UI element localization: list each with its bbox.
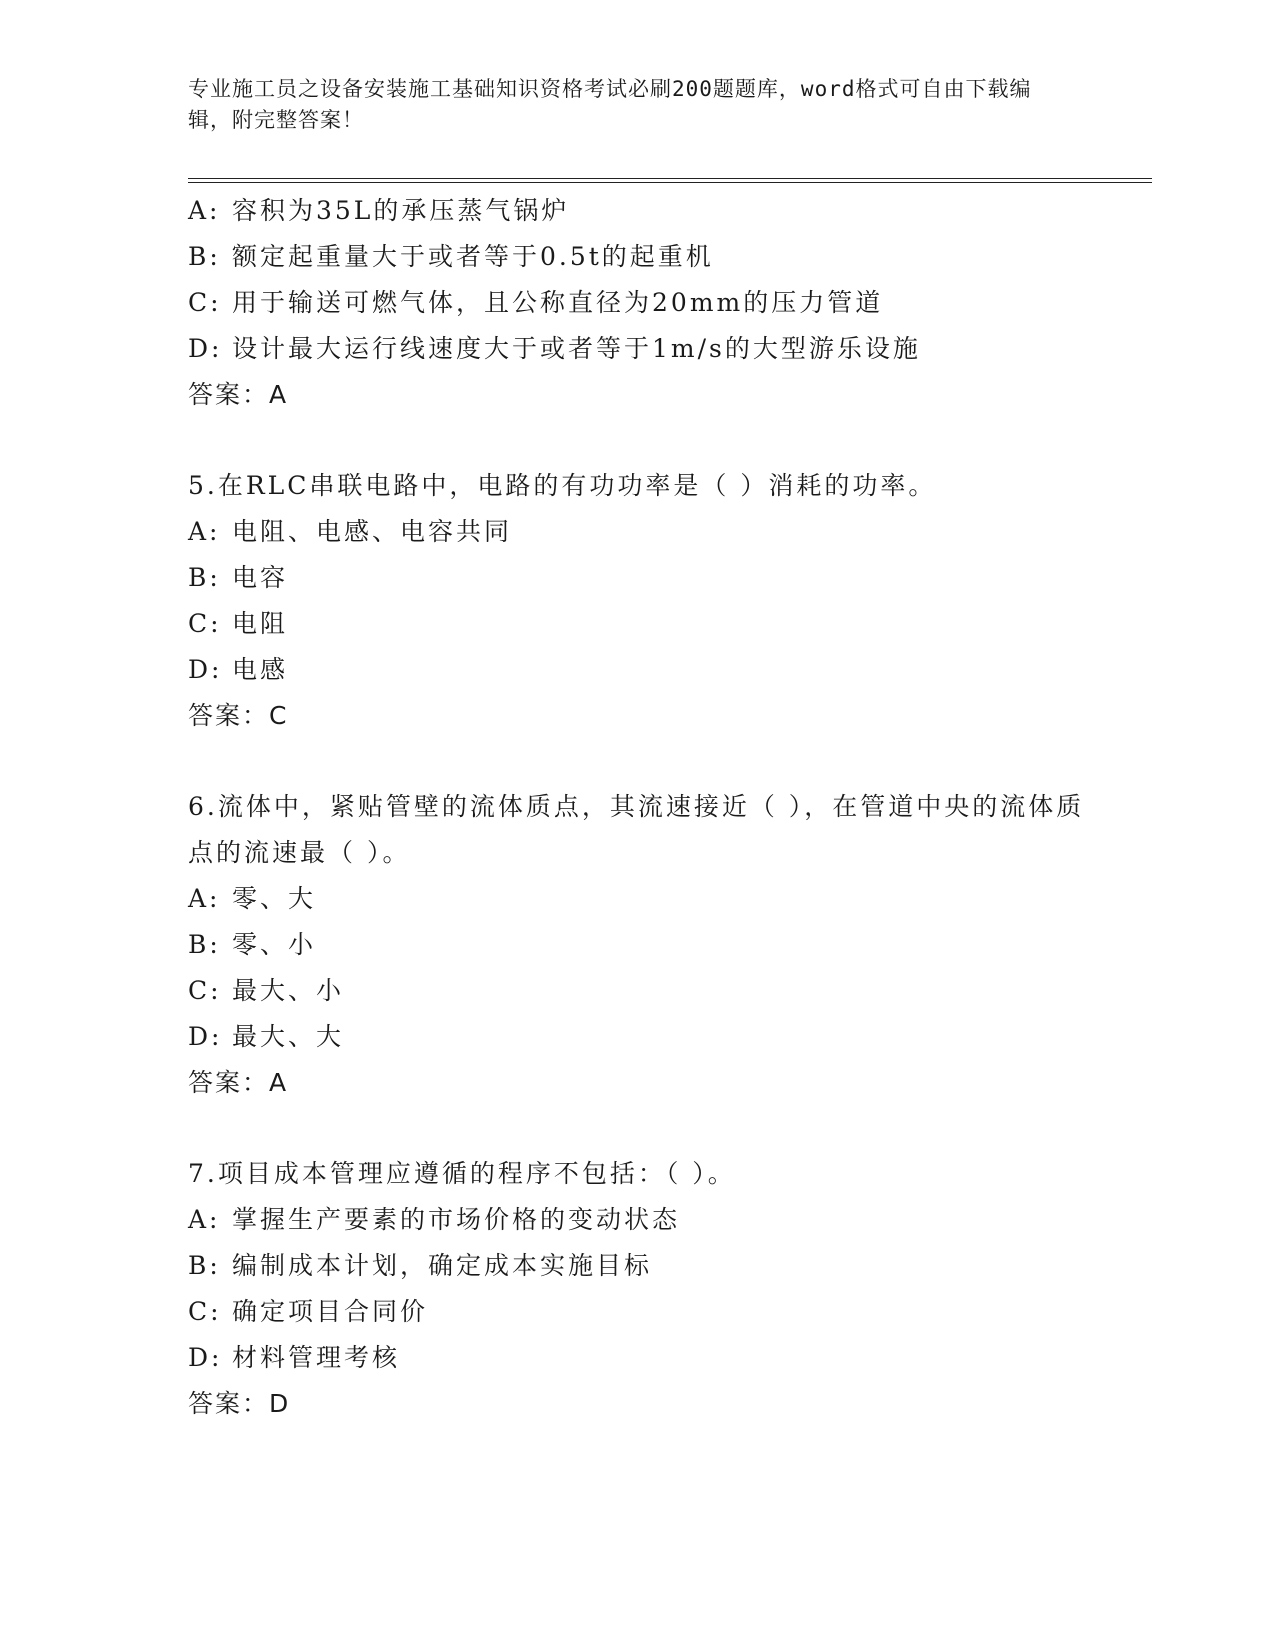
option-key: A: [188,884,221,913]
question-stem: 5.在RLC串联电路中，电路的有功功率是（ ）消耗的功率。 [188,471,937,500]
question-stem: 7.项目成本管理应遵循的程序不包括：（ ）。 [188,1159,736,1188]
option-key: A: [188,1205,221,1234]
option-text: 额定起重量大于或者等于0.5t的起重机 [232,242,714,271]
option-text: 掌握生产要素的市场价格的变动状态 [232,1205,681,1234]
option-a [188,1197,1088,1243]
option-key: D: [188,1343,223,1372]
option-key: A: [188,517,221,546]
option-text: 电感 [232,655,289,684]
question-5 [188,463,1088,739]
option-key: C: [188,288,222,317]
option-c [188,601,1088,647]
option-text: 编制成本计划，确定成本实施目标 [232,1251,653,1280]
option-c [188,1289,1088,1335]
option-text: 电容 [232,563,289,592]
answer-line: 答案：D [188,1389,291,1418]
option-a [188,188,1088,234]
option-b [188,555,1088,601]
option-text: 电阻、电感、电容共同 [232,517,513,546]
option-d [188,1335,1088,1381]
option-key: B: [188,242,221,271]
option-key: D: [188,334,223,363]
answer-line: 答案：A [188,380,289,409]
option-c [188,968,1088,1014]
option-b [188,1243,1088,1289]
option-d [188,1014,1088,1060]
option-key: C: [188,976,222,1005]
question-7 [188,1151,1088,1427]
option-text: 材料管理考核 [232,1343,401,1372]
option-b [188,234,1088,280]
option-key: A: [188,196,221,225]
option-text: 用于输送可燃气体，且公称直径为20mm的压力管道 [232,288,884,317]
option-text: 容积为35L的承压蒸气锅炉 [232,196,570,225]
option-key: B: [188,563,221,592]
option-text: 零、小 [232,930,317,959]
option-b [188,922,1088,968]
option-text: 设计最大运行线速度大于或者等于1m/s的大型游乐设施 [232,334,921,363]
answer-line: 答案：C [188,701,289,730]
option-key: B: [188,1251,221,1280]
option-text: 零、大 [232,884,317,913]
question-continued [188,188,1088,418]
option-key: B: [188,930,221,959]
option-d [188,647,1088,693]
option-text: 最大、大 [232,1022,345,1051]
question-list [188,188,1088,1427]
option-key: C: [188,609,222,638]
option-key: D: [188,1022,223,1051]
option-c [188,280,1088,326]
option-a [188,509,1088,555]
answer-line: 答案：A [188,1068,289,1097]
option-key: C: [188,1297,222,1326]
option-d [188,326,1088,372]
option-text: 电阻 [232,609,289,638]
header-divider [188,178,1152,183]
option-text: 确定项目合同价 [232,1297,429,1326]
option-a [188,876,1088,922]
page-header: 专业施工员之设备安装施工基础知识资格考试必刷200题题库，word格式可自由下载编辑，附完整答案！ [188,77,1032,132]
option-key: D: [188,655,223,684]
question-stem: 6.流体中，紧贴管壁的流体质点，其流速接近（ ），在管道中央的流体质点的流速最（ ）。 [188,792,1085,867]
option-text: 最大、小 [232,976,345,1005]
question-6 [188,784,1088,1106]
